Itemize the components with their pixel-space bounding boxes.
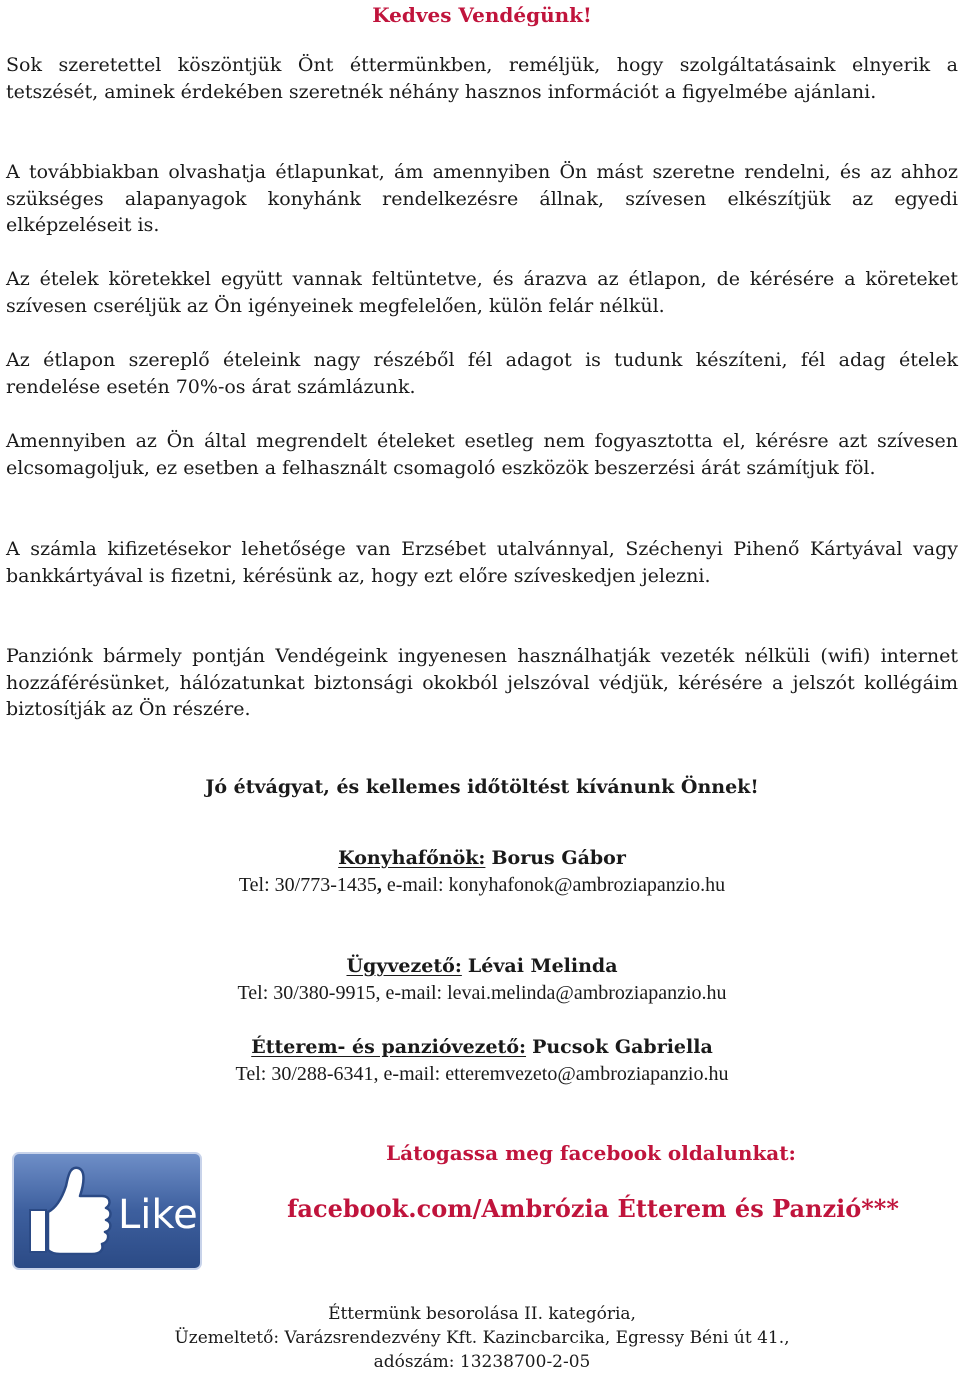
footer-operator: Üzemeltető: Varázsrendezvény Kft. Kazincbarcika, Egressy Béni út 41., — [174, 1328, 790, 1348]
contact-details — [6, 1061, 958, 1088]
contact-email: e-mail: levai.melinda@ambroziapanzio.hu — [380, 982, 727, 1004]
contact-restaurant-manager — [6, 1034, 958, 1088]
facebook-visit-text: Látogassa meg facebook oldalunkat: — [386, 1141, 796, 1165]
greeting-heading: Kedves Vendégünk! — [372, 3, 592, 27]
contact-manager — [6, 953, 958, 1007]
contact-email: e-mail: etteremvezeto@ambroziapanzio.hu — [378, 1063, 729, 1085]
contact-separator: , — [375, 982, 381, 1004]
paragraph-wifi: Panziónk bármely pontján Vendégeink ingyenesen használhatják vezeték nélküli (wifi) internet hozzáférésünket, hálózatunkat biztonsági okokból jelszóval védjük, kérésére a jelszót kollégáim biztosítják az Ön részére. — [6, 645, 958, 720]
contact-name: Pucsok Gabriella — [532, 1036, 713, 1058]
paragraph-custom-orders: A továbbiakban olvashatja étlapunkat, ám amennyiben Ön mást szeretne rendelni, és az ahhoz szükséges alapanyagok konyhánk rendelkezésre állnak, szívesen elkészítjük az egyedi elképzeléseit is. — [6, 161, 958, 236]
contact-separator: , — [373, 1063, 379, 1085]
contact-phone: Tel: 30/380-9915 — [237, 982, 376, 1004]
footer — [6, 1302, 958, 1374]
contact-name: Lévai Melinda — [467, 955, 618, 977]
paragraph-packaging: Amennyiben az Ön által megrendelt ételeket esetleg nem fogyasztotta el, kérésre azt szívesen elcsomagoljuk, ez esetben a felhasznált csomagoló eszközök beszerzési árát számítjuk föl. — [6, 430, 958, 479]
contact-phone: Tel: 30/773-1435 — [238, 874, 377, 896]
contact-title — [6, 845, 958, 872]
paragraph-payment: A számla kifizetésekor lehetősége van Erzsébet utalvánnyal, Széchenyi Pihenő Kártyával vagy bankkártyával is fizetni, kérésünk az, hogy ezt előre szíveskedjen jelezni. — [6, 538, 958, 587]
contact-name: Borus Gábor — [491, 847, 626, 869]
paragraph-side-dishes: Az ételek köretekkel együtt vannak feltüntetve, és árazva az étlapon, de kérésére a köreteket szívesen cseréljük az Ön igényeinek megfelelően, külön felár nélkül. — [6, 268, 958, 317]
contact-chef — [6, 845, 958, 899]
footer-category: Éttermünk besorolása II. kategória, — [328, 1304, 636, 1324]
paragraph-half-portions: Az étlapon szereplő ételeink nagy részéből fél adagot is tudunk készíteni, fél adag ételek rendelése esetén 70%-os árat számlázunk. — [6, 349, 958, 398]
contact-role: Ügyvezető: — [346, 955, 462, 977]
contact-email: e-mail: konyhafonok@ambroziapanzio.hu — [381, 874, 726, 896]
contact-role: Konyhafőnök: — [338, 847, 486, 869]
facebook-like-icon — [12, 1152, 202, 1270]
paragraph-welcome: Sok szeretettel köszöntjük Önt éttermünkben, reméljük, hogy szolgáltatásaink elnyerik a tetszését, aminek érdekében szeretnék néhány hasznos információt a figyelmébe ajánlani. — [6, 54, 958, 103]
contact-details — [6, 872, 958, 899]
contact-details — [6, 980, 958, 1007]
contact-role: Étterem- és panzióvezető: — [251, 1036, 527, 1058]
contact-phone: Tel: 30/288-6341 — [235, 1063, 374, 1085]
contact-title — [6, 1034, 958, 1061]
footer-tax-number: adószám: 13238700-2-05 — [373, 1352, 591, 1372]
like-badge-text: Like — [118, 1192, 198, 1238]
closing-wish: Jó étvágyat, és kellemes időtöltést kívánunk Önnek! — [205, 776, 759, 798]
contact-title — [6, 953, 958, 980]
contact-separator: , — [376, 874, 382, 896]
facebook-page-link[interactable]: facebook.com/Ambrózia Étterem és Panzió*** — [287, 1194, 899, 1223]
